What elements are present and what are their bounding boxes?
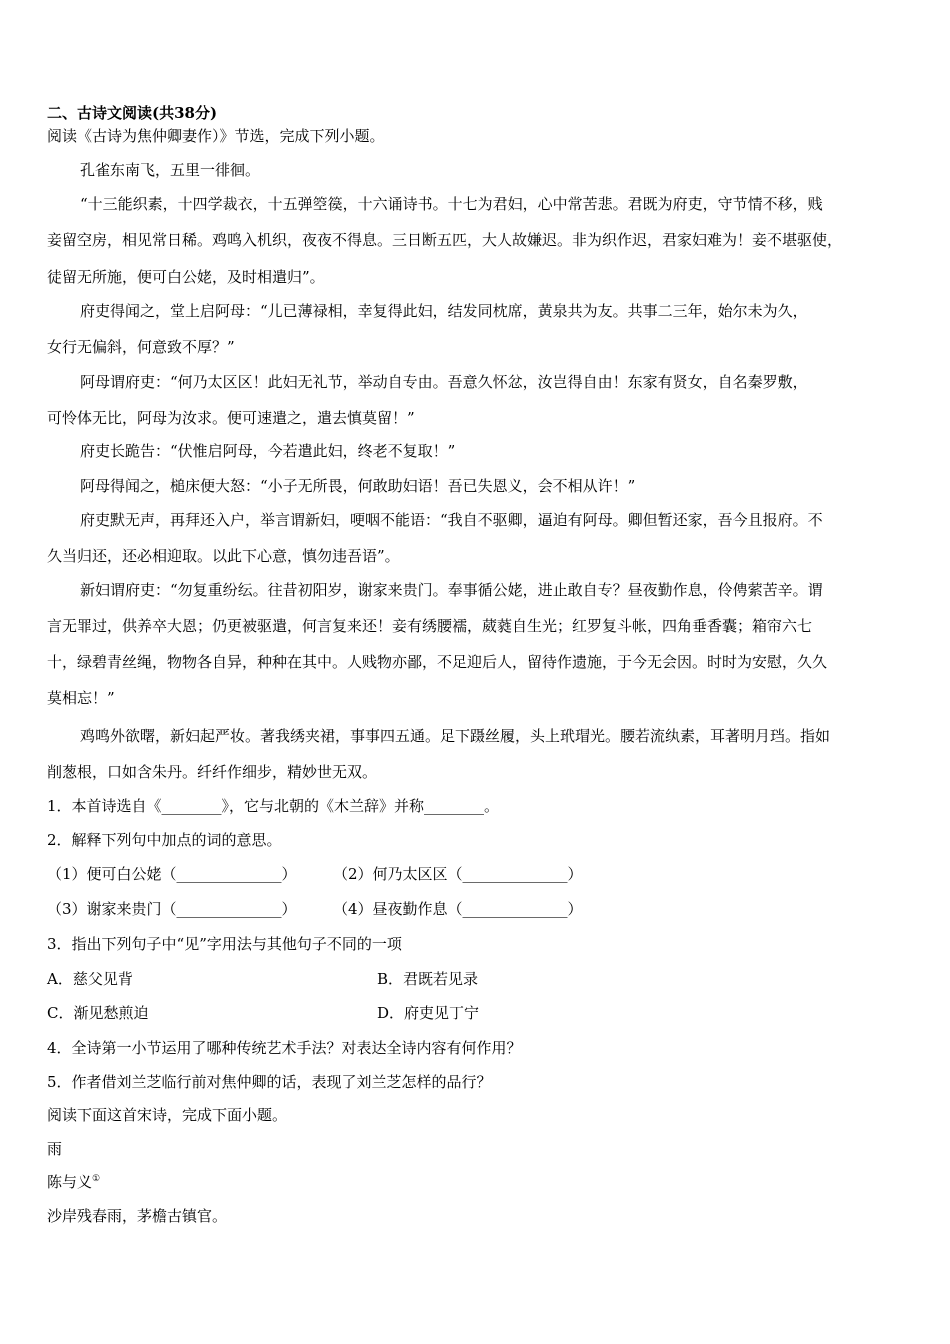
q2-item-2: （2）何乃太区区（______________） [333, 865, 583, 883]
question-4: 4．全诗第一小节运用了哪种传统艺术手法？对表达全诗内容有何作用？ [47, 1039, 522, 1057]
q3-option-a: A．慈父见背 [47, 970, 133, 988]
section-heading: 二、古诗文阅读(共38分) [47, 104, 218, 122]
poem2-author [47, 1172, 100, 1192]
poem-line: 可怜体无比，阿母为汝求。便可速遣之，遣去慎莫留！” [47, 409, 415, 427]
poem-line: 阿母得闻之，槌床便大怒：“小子无所畏，何敢助妇语！吾已失恩义，会不相从许！” [80, 477, 636, 495]
poem-line: 削葱根，口如含朱丹。纤纤作细步，精妙世无双。 [47, 763, 378, 781]
reading-intro-2: 阅读下面这首宋诗，完成下面小题。 [47, 1106, 288, 1124]
reading-intro: 阅读《古诗为焦仲卿妻作）》节选，完成下列小题。 [47, 127, 385, 145]
question-5: 5．作者借刘兰芝临行前对焦仲卿的话，表现了刘兰芝怎样的品行？ [47, 1073, 492, 1091]
poem-line: 妾留空房，相见常日稀。鸡鸣入机织，夜夜不得息。三日断五匹，大人故嫌迟。非为织作迟，君家妇难为！妾不堪驱使， [47, 231, 843, 249]
poem-line: 孔雀东南飞，五里一徘徊。 [80, 161, 261, 179]
poem-line: 徒留无所施，便可白公姥，及时相遣归”。 [47, 268, 325, 286]
poem2-author-name: 陈与义 [47, 1173, 93, 1191]
footnote-marker: ① [92, 1174, 101, 1184]
poem-line: 莫相忘！” [47, 689, 115, 707]
q2-item-3: （3）谢家来贵门（______________） [47, 900, 297, 918]
poem-line: “十三能织素，十四学裁衣，十五弹箜篌，十六诵诗书。十七为君妇，心中常苦悲。君既为府吏，守节情不移，贱 [80, 195, 823, 213]
poem2-line: 沙岸残春雨，茅檐古镇官。 [47, 1207, 228, 1225]
question-3: 3．指出下列句子中“见”字用法与其他句子不同的一项 [47, 935, 402, 953]
poem-line: 新妇谓府吏：“勿复重纷纭。往昔初阳岁，谢家来贵门。奉事循公姥，进止敢自专？昼夜勤作息，伶俜萦苦辛。谓 [80, 581, 823, 599]
q3-option-b: B．君既若见录 [377, 970, 479, 988]
q3-option-c: C．渐见愁煎迫 [47, 1004, 149, 1022]
poem-line: 鸡鸣外欲曙，新妇起严妆。著我绣夹裙，事事四五通。足下蹑丝履，头上玳瑁光。腰若流纨素，耳著明月珰。指如 [80, 727, 831, 745]
poem-line: 言无罪过，供养卒大恩；仍更被驱遣，何言复来还！妾有绣腰襦，葳蕤自生光；红罗复斗帐，四角垂香囊；箱帘六七 [47, 617, 813, 635]
poem-line: 阿母谓府吏：“何乃太区区！此妇无礼节，举动自专由。吾意久怀忿，汝岂得自由！东家有贤女，自名秦罗敷， [80, 373, 808, 391]
poem-line: 久当归还，还必相迎取。以此下心意，慎勿违吾语”。 [47, 547, 400, 565]
q2-item-1: （1）便可白公姥（______________） [47, 865, 297, 883]
poem-line: 府吏默无声，再拜还入户，举言谓新妇，哽咽不能语：“我自不驱卿，逼迫有阿母。卿但暂还家，吾今且报府。不 [80, 511, 823, 529]
q3-option-d: D．府吏见丁宁 [377, 1004, 480, 1022]
poem-line: 府吏长跪告：“伏惟启阿母，今若遣此妇，终老不复取！” [80, 442, 456, 460]
poem-line: 府吏得闻之，堂上启阿母：“儿已薄禄相，幸复得此妇，结发同枕席，黄泉共为友。共事二三年，始尔未为久， [80, 302, 808, 320]
poem2-title: 雨 [47, 1140, 63, 1158]
q2-item-4: （4）昼夜勤作息（______________） [333, 900, 583, 918]
poem-line: 女行无偏斜，何意致不厚？” [47, 338, 235, 356]
question-1: 1．本首诗选自《________》，它与北朝的《木兰辞》并称________。 [47, 797, 500, 815]
poem-line: 十，绿碧青丝绳，物物各自异，种种在其中。人贱物亦鄙，不足迎后人，留待作遗施，于今无会因。时时为安慰，久久 [47, 653, 828, 671]
question-2: 2．解释下列句中加点的词的意思。 [47, 831, 282, 849]
